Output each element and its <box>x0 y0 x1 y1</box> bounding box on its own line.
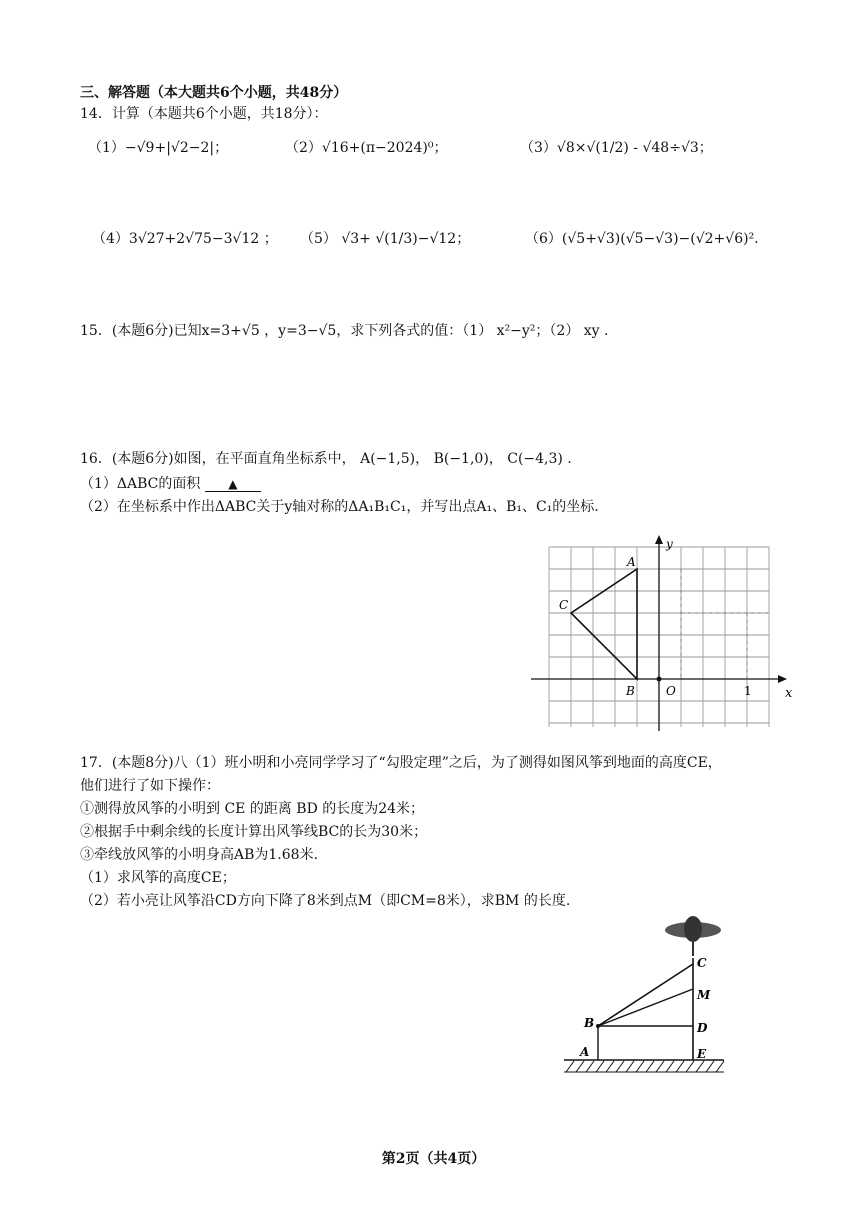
label-o: O <box>666 684 676 698</box>
label-a: A <box>627 555 636 569</box>
q16-part1-text: （1）ΔABC的面积 <box>80 476 201 492</box>
page-footer: 第2页（共4页） <box>381 1151 486 1167</box>
q17-step-2: ②根据手中剩余线的长度计算出风筝线BC的长为30米； <box>80 824 428 840</box>
q14-item-1: （1）−√9+|√2−2|； <box>88 140 229 156</box>
q16-part2: （2）在坐标系中作出ΔABC关于y轴对称的ΔA₁B₁C₁，并写出点A₁、B₁、C₁的坐标. <box>80 499 599 515</box>
label-b: B <box>626 684 635 698</box>
label-y: y <box>666 537 673 551</box>
ground-hatch <box>566 1061 724 1072</box>
tick-label-1: 1 <box>744 684 752 698</box>
x-axis-arrow <box>778 675 787 683</box>
q17-question-1: （1）求风筝的高度CE； <box>80 870 236 886</box>
label-d: D <box>697 1021 708 1035</box>
q16-title: 16．(本题6分)如图，在平面直角坐标系中， A(−1,5)， B(−1,0)， C(−4,3) . <box>80 451 572 467</box>
kite-icon <box>665 916 721 956</box>
label-c: C <box>559 598 569 612</box>
label-c: C <box>697 956 707 970</box>
q15-text: 15．(本题6分)已知x=3+√5 ，y=3−√5，求下列各式的值：（1） x²−y²；（2） xy . <box>80 323 609 339</box>
q14-item-5: （5） √3+ √(1/3)−√12； <box>300 231 471 247</box>
q14-item-6: （6）(√5+√3)(√5−√3)−(√2+√6)². <box>525 231 759 247</box>
q17-step-1: ①测得放风筝的小明到 CE 的距离 BD 的长度为24米； <box>80 801 425 817</box>
q17-title: 17．(本题8分)八（1）班小明和小亮同学学习了“勾股定理”之后，为了测得如图风筝到地面的高度CE， <box>80 755 722 771</box>
q17-title-cont: 他们进行了如下操作： <box>80 778 220 794</box>
origin-point <box>657 677 662 682</box>
label-m: M <box>697 988 711 1002</box>
q14-item-4: （4）3√27+2√75−3√12 ； <box>92 231 278 247</box>
q14-item-2: （2）√16+(π−2024)⁰； <box>285 140 448 156</box>
kite-figure <box>560 908 740 1080</box>
y-axis-arrow <box>655 535 663 544</box>
section-header: 三、解答题（本大题共6个小题，共48分） <box>80 85 348 101</box>
coordinate-grid-figure <box>525 535 797 735</box>
q16-part1 <box>80 473 261 493</box>
answer-blank: ▲ <box>205 477 261 492</box>
label-e: E <box>697 1047 707 1061</box>
label-b: B <box>584 1016 595 1030</box>
triangle-abc <box>571 569 637 679</box>
q17-step-3: ③牵线放风筝的小明身高AB为1.68米. <box>80 847 319 863</box>
q14-item-3: （3）√8×√(1/2) - √48÷√3； <box>520 140 713 156</box>
q14-title: 14．计算（本题共6个小题，共18分）： <box>80 106 328 122</box>
q17-question-2: （2）若小亮让风筝沿CD方向下降了8米到点M（即CM=8米），求BM 的长度. <box>80 893 571 909</box>
label-a: A <box>580 1045 590 1059</box>
label-x: x <box>785 686 793 701</box>
